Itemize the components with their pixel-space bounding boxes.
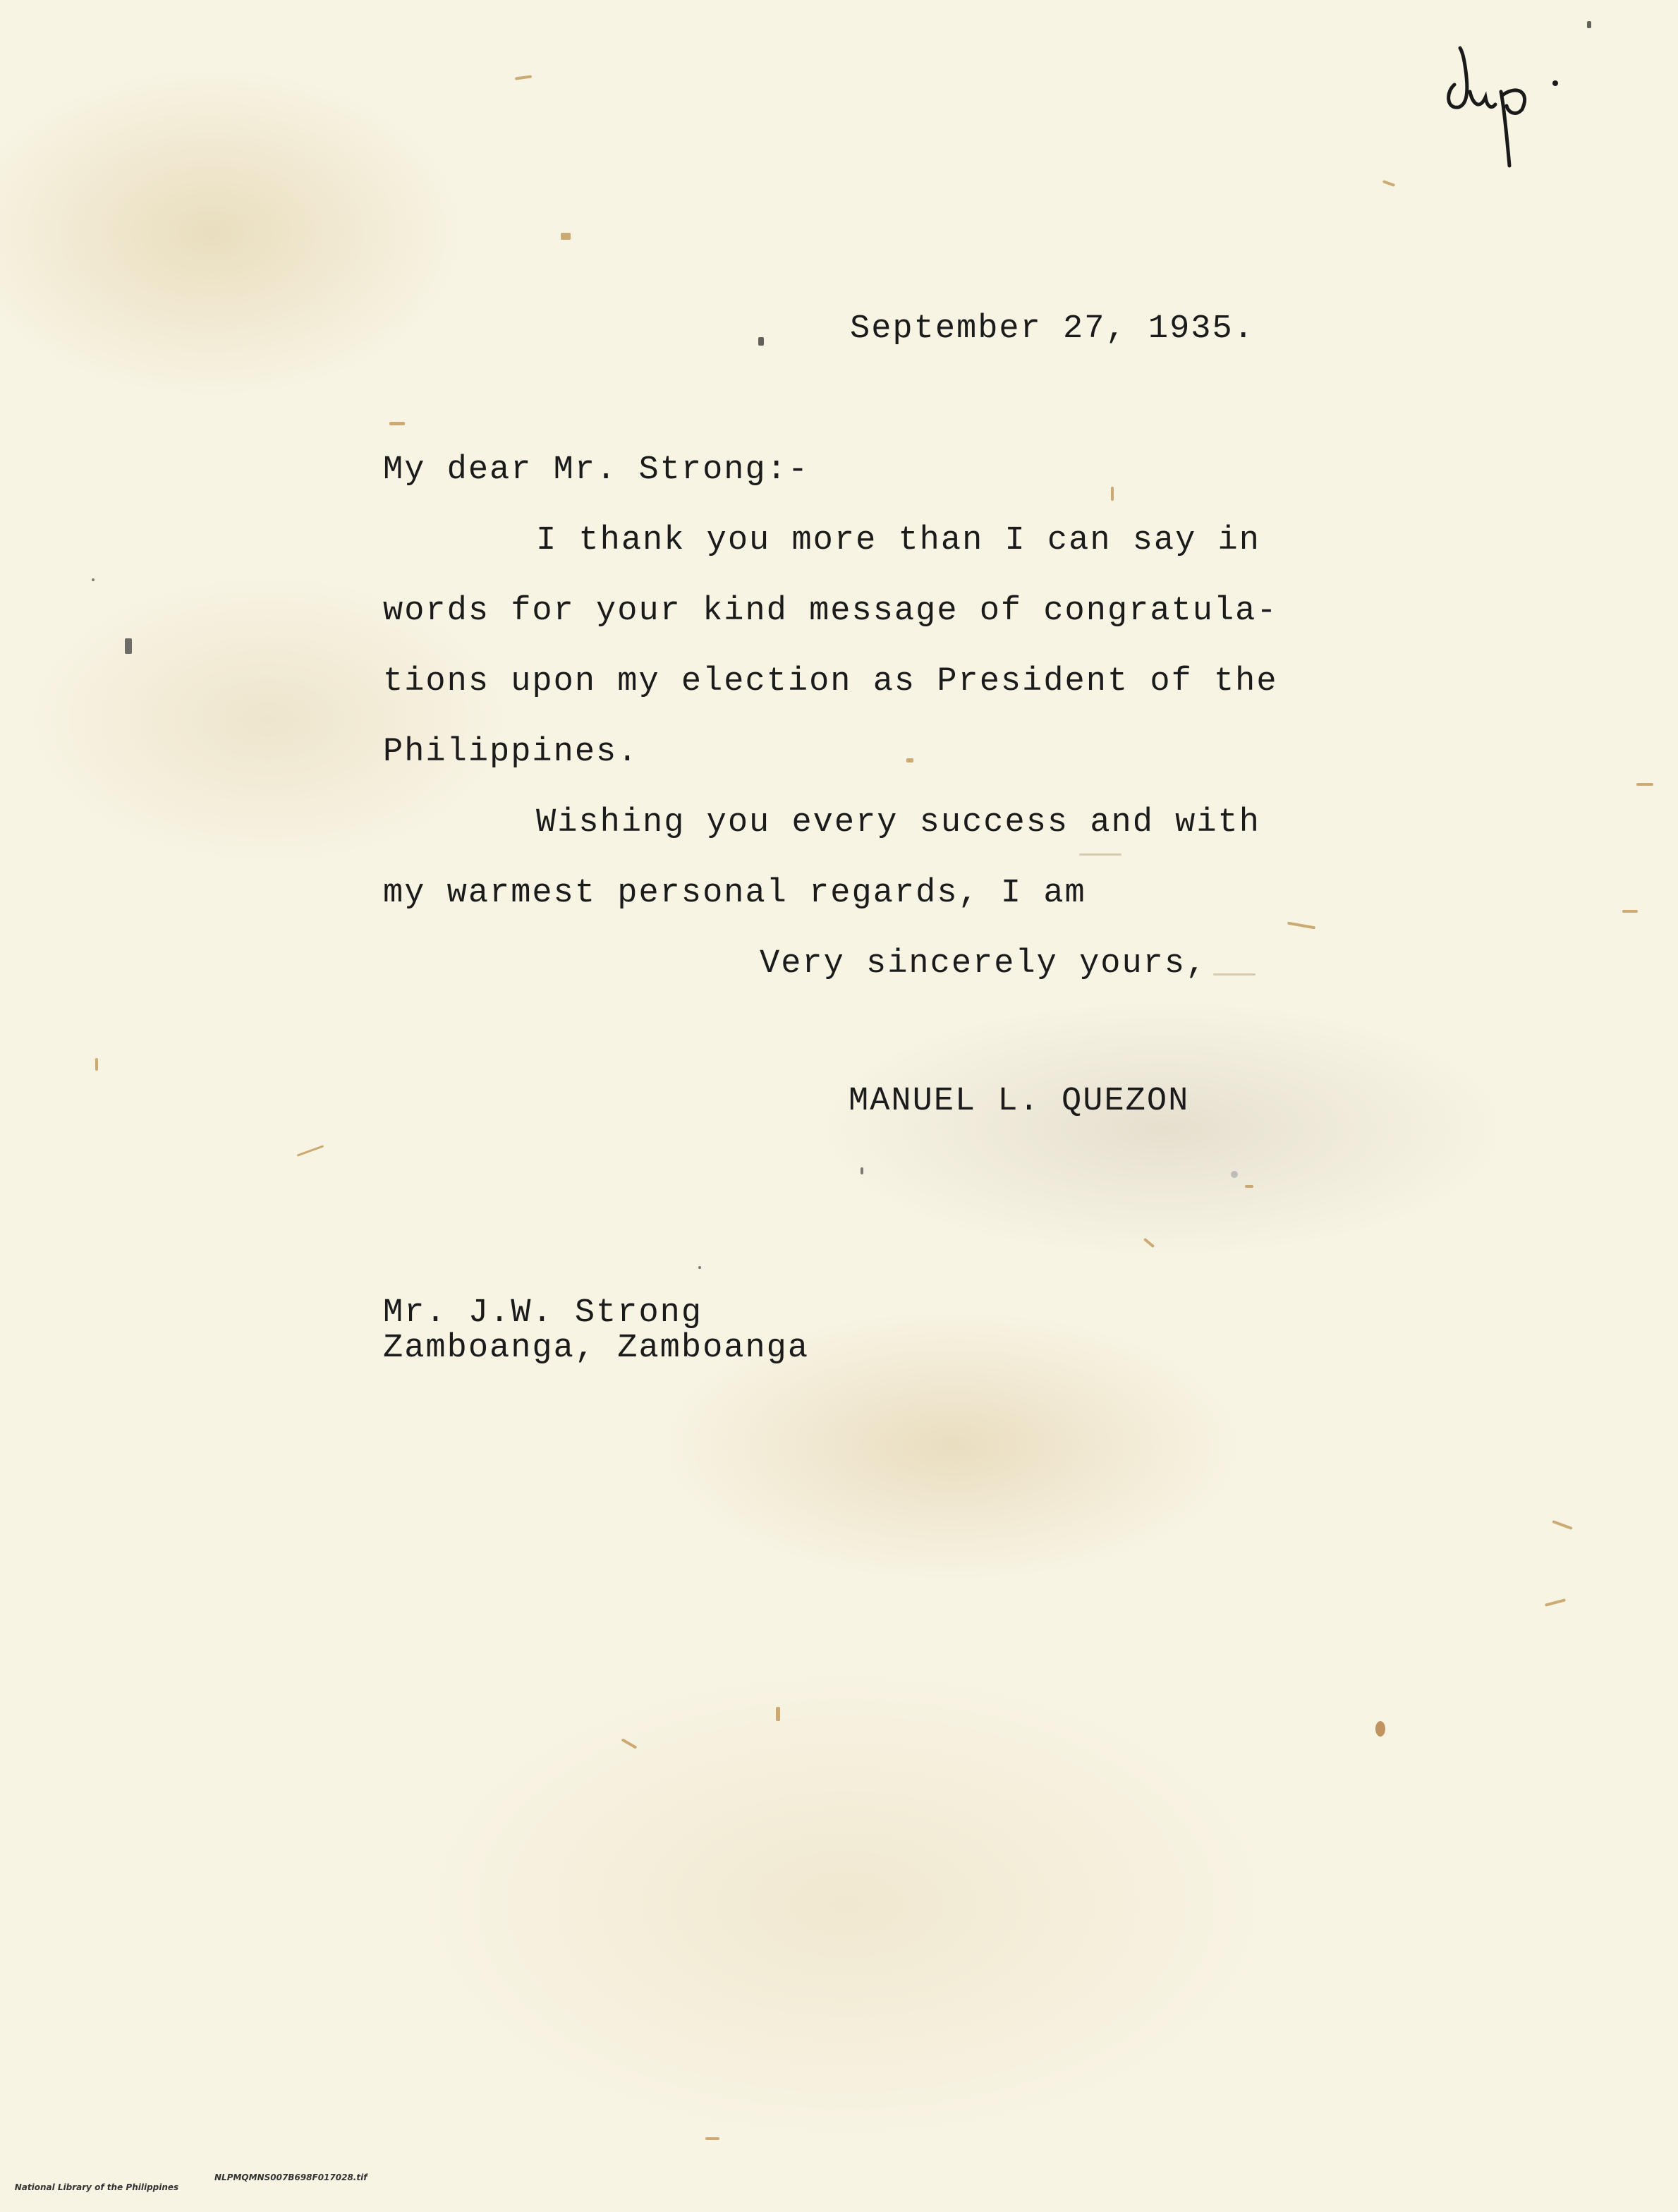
- handwritten-annotation-dup: [1439, 42, 1580, 176]
- salutation: My dear Mr. Strong:-: [383, 451, 810, 489]
- archive-footer: [3, 2172, 367, 2212]
- recipient-name: Mr. J.W. Strong: [383, 1294, 703, 1332]
- letter-date: September 27, 1935.: [850, 310, 1255, 348]
- file-identifier: NLPMQMNS007B698F017028.tif: [214, 2172, 367, 2182]
- signature-name: MANUEL L. QUEZON: [849, 1083, 1190, 1120]
- body-line: Philippines.: [383, 734, 639, 771]
- body-line: I thank you more than I can say in: [536, 522, 1260, 559]
- body-line: tions upon my election as President of the: [383, 663, 1278, 700]
- body-line: my warmest personal regards, I am: [383, 875, 1086, 912]
- recipient-address: Zamboanga, Zamboanga: [383, 1330, 810, 1367]
- body-line: Wishing you every success and with: [536, 804, 1260, 841]
- closing: Very sincerely yours,: [760, 945, 1208, 983]
- body-line: words for your kind message of congratula-: [383, 592, 1278, 630]
- library-credit: National Library of the Philippines: [14, 2182, 179, 2192]
